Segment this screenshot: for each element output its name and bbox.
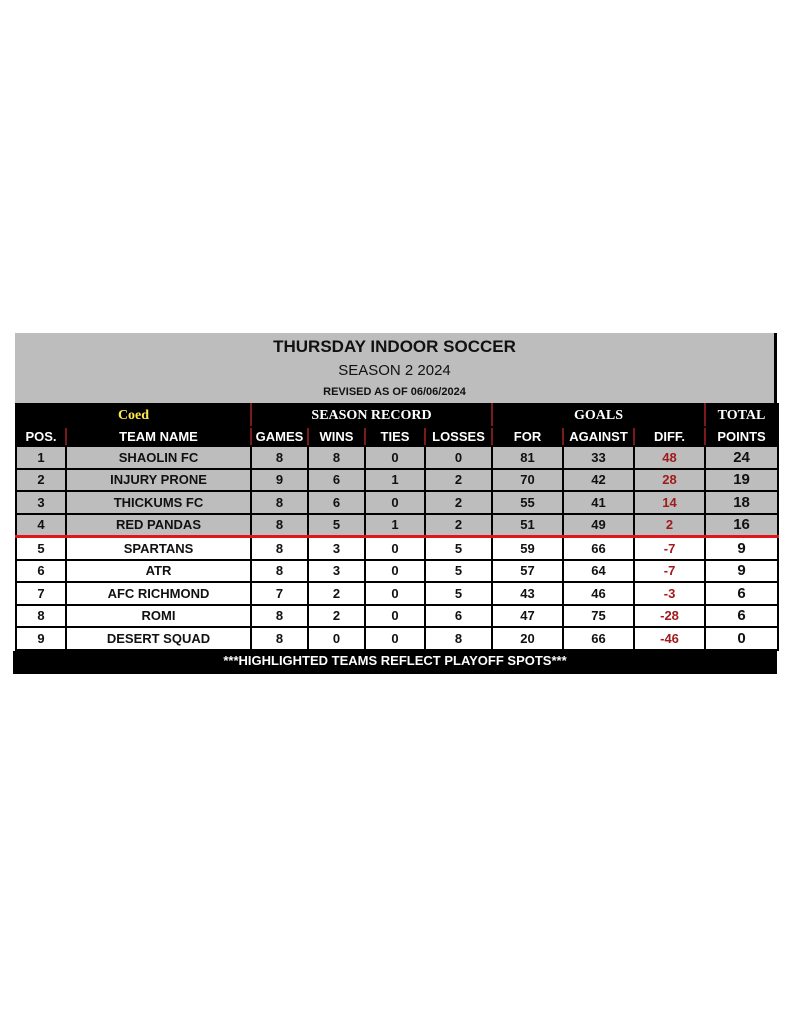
- losses-cell: 5: [425, 537, 492, 560]
- games-cell: 8: [251, 514, 308, 537]
- pos-cell: 3: [16, 491, 66, 514]
- table-row: [16, 537, 778, 560]
- ties-cell: 0: [365, 627, 425, 650]
- goals-for-cell: 51: [492, 514, 563, 537]
- losses-cell: 2: [425, 514, 492, 537]
- losses-cell: 0: [425, 446, 492, 469]
- wins-cell: 8: [308, 446, 365, 469]
- table-row: [16, 491, 778, 514]
- goal-diff-cell: -28: [634, 605, 705, 628]
- ties-cell: 1: [365, 514, 425, 537]
- ties-cell: 0: [365, 582, 425, 605]
- team-name-cell: SPARTANS: [66, 537, 251, 560]
- losses-cell: 5: [425, 582, 492, 605]
- goal-diff-cell: -46: [634, 627, 705, 650]
- pos-cell: 8: [16, 605, 66, 628]
- goal-diff-cell: 28: [634, 469, 705, 492]
- ties-cell: 0: [365, 537, 425, 560]
- goals-for-cell: 59: [492, 537, 563, 560]
- page-title: THURSDAY INDOOR SOCCER: [273, 337, 516, 356]
- table-row: [16, 446, 778, 469]
- season-record-header: SEASON RECORD: [251, 404, 492, 427]
- points-cell: 18: [705, 491, 778, 514]
- group-header-row: [16, 404, 778, 427]
- losses-cell: 2: [425, 491, 492, 514]
- goals-for-cell: 20: [492, 627, 563, 650]
- revised-date: REVISED AS OF 06/06/2024: [323, 386, 466, 398]
- standings-grid: [15, 403, 779, 651]
- points-cell: 9: [705, 560, 778, 583]
- points-cell: 19: [705, 469, 778, 492]
- team-name-cell: AFC RICHMOND: [66, 582, 251, 605]
- ties-cell: 1: [365, 469, 425, 492]
- points-cell: 0: [705, 627, 778, 650]
- goal-diff-cell: 14: [634, 491, 705, 514]
- goals-for-cell: 57: [492, 560, 563, 583]
- games-cell: 9: [251, 469, 308, 492]
- goals-against-cell: 64: [563, 560, 634, 583]
- team-name-cell: INJURY PRONE: [66, 469, 251, 492]
- table-row: [16, 605, 778, 628]
- goals-against-cell: 66: [563, 627, 634, 650]
- games-cell: 8: [251, 560, 308, 583]
- points-cell: 24: [705, 446, 778, 469]
- team-name-cell: THICKUMS FC: [66, 491, 251, 514]
- goals-for-cell: 47: [492, 605, 563, 628]
- wins-cell: 5: [308, 514, 365, 537]
- wins-cell: 6: [308, 491, 365, 514]
- goal-diff-cell: -7: [634, 560, 705, 583]
- goals-for-cell: 43: [492, 582, 563, 605]
- pos-cell: 2: [16, 469, 66, 492]
- division-label: Coed: [16, 404, 251, 427]
- pos-cell: 1: [16, 446, 66, 469]
- games-cell: 8: [251, 627, 308, 650]
- goal-diff-cell: -7: [634, 537, 705, 560]
- losses-cell: 8: [425, 627, 492, 650]
- column-header-row: [16, 427, 778, 446]
- team-name-cell: ROMI: [66, 605, 251, 628]
- col-header-ties: TIES: [365, 427, 425, 446]
- col-header-against: AGAINST: [563, 427, 634, 446]
- games-cell: 8: [251, 605, 308, 628]
- points-cell: 6: [705, 582, 778, 605]
- col-header-wins: WINS: [308, 427, 365, 446]
- goal-diff-cell: -3: [634, 582, 705, 605]
- team-name-cell: SHAOLIN FC: [66, 446, 251, 469]
- goals-against-cell: 42: [563, 469, 634, 492]
- ties-cell: 0: [365, 605, 425, 628]
- points-cell: 16: [705, 514, 778, 537]
- wins-cell: 3: [308, 560, 365, 583]
- team-name-cell: DESERT SQUAD: [66, 627, 251, 650]
- ties-cell: 0: [365, 560, 425, 583]
- goals-against-cell: 41: [563, 491, 634, 514]
- points-cell: 9: [705, 537, 778, 560]
- table-row: [16, 514, 778, 537]
- pos-cell: 4: [16, 514, 66, 537]
- wins-cell: 2: [308, 605, 365, 628]
- goals-for-cell: 55: [492, 491, 563, 514]
- table-row: [16, 469, 778, 492]
- games-cell: 8: [251, 446, 308, 469]
- games-cell: 8: [251, 491, 308, 514]
- table-row: [16, 560, 778, 583]
- goals-against-cell: 75: [563, 605, 634, 628]
- losses-cell: 2: [425, 469, 492, 492]
- goals-against-cell: 33: [563, 446, 634, 469]
- header-box: [15, 333, 777, 403]
- col-header-losses: LOSSES: [425, 427, 492, 446]
- losses-cell: 6: [425, 605, 492, 628]
- goals-against-cell: 66: [563, 537, 634, 560]
- goals-for-cell: 81: [492, 446, 563, 469]
- points-cell: 6: [705, 605, 778, 628]
- goals-against-cell: 49: [563, 514, 634, 537]
- col-header-for: FOR: [492, 427, 563, 446]
- wins-cell: 3: [308, 537, 365, 560]
- team-name-cell: ATR: [66, 560, 251, 583]
- playoff-footnote: ***HIGHLIGHTED TEAMS REFLECT PLAYOFF SPOTS***: [13, 651, 777, 674]
- goal-diff-cell: 48: [634, 446, 705, 469]
- wins-cell: 6: [308, 469, 365, 492]
- goals-for-cell: 70: [492, 469, 563, 492]
- table-row: [16, 627, 778, 650]
- goals-against-cell: 46: [563, 582, 634, 605]
- col-header-team-name: TEAM NAME: [66, 427, 251, 446]
- ties-cell: 0: [365, 491, 425, 514]
- season-subtitle: SEASON 2 2024: [338, 362, 451, 379]
- games-cell: 7: [251, 582, 308, 605]
- losses-cell: 5: [425, 560, 492, 583]
- pos-cell: 5: [16, 537, 66, 560]
- ties-cell: 0: [365, 446, 425, 469]
- col-header-points: POINTS: [705, 427, 778, 446]
- standings-table: [15, 333, 777, 674]
- team-name-cell: RED PANDAS: [66, 514, 251, 537]
- pos-cell: 7: [16, 582, 66, 605]
- col-header-pos: POS.: [16, 427, 66, 446]
- table-row: [16, 582, 778, 605]
- pos-cell: 6: [16, 560, 66, 583]
- total-header: TOTAL: [705, 404, 778, 427]
- col-header-games: GAMES: [251, 427, 308, 446]
- pos-cell: 9: [16, 627, 66, 650]
- games-cell: 8: [251, 537, 308, 560]
- col-header-diff: DIFF.: [634, 427, 705, 446]
- goal-diff-cell: 2: [634, 514, 705, 537]
- wins-cell: 0: [308, 627, 365, 650]
- wins-cell: 2: [308, 582, 365, 605]
- goals-header: GOALS: [492, 404, 705, 427]
